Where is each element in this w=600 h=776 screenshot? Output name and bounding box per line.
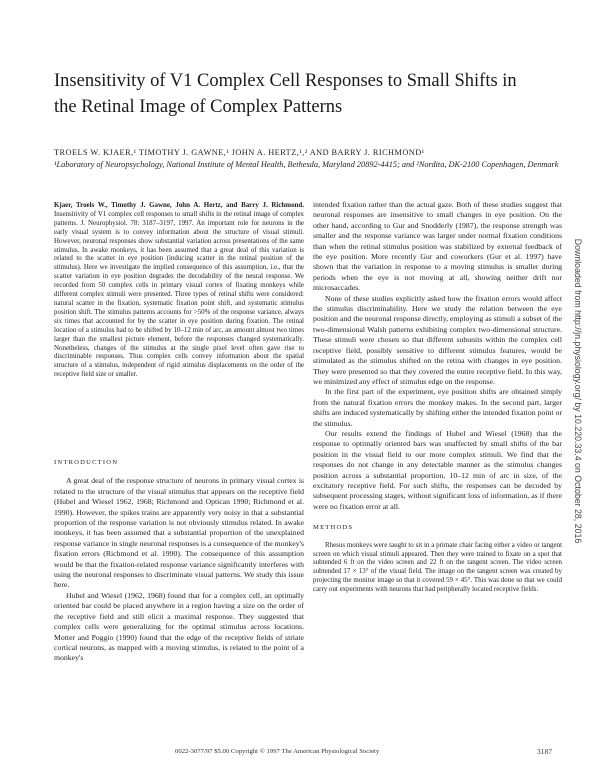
intro-paragraph-1: A great deal of the response structure of neurons in primary visual cortex is related to the structure of the visual stimulus that appears on the receptive field (Hubel and Wiesel 1962, 1968; Richmond and Optican 1990; Richmond et al. 1990). However, the spikes trains are apparently very noisy in that a substantial proportion of the response variation is not obviously stimulus related. In awake monkeys, it has been assumed that a substantial proportion of the unexplained response variance in single neuronal responses is a consequence of the monkey's fixation errors (Richmond et al. 1990). The consequence of this assumption would be that the fixation-related response variance significantly interferes with using the neuronal responses to discriminate visual patterns. We study this issue here. — [54, 476, 304, 590]
intro-paragraph-2: Hubel and Wiesel (1962, 1968) found that for a complex cell, an optimally oriented bar could be placed anywhere in a region having a size on the order of the receptive field and still elicit a maximal response. They suggested that complex cells were generalizing for the optimal stimulus across locations. Motter and Poggio (1990) found that the edge of the receptive fields of striate cortical neurons, as mapped with a moving stimulus, is related to the point of a monkey's — [54, 590, 304, 663]
download-watermark-text: Downloaded from http://jn.physiology.org/ by 10.220.33.4 on October 28, 2016 — [573, 238, 583, 544]
introduction-section — [54, 458, 304, 664]
download-watermark — [571, 200, 585, 582]
author-list: TROELS W. KJAER,¹ TIMOTHY J. GAWNE,¹ JOHN A. HERTZ,¹,² AND BARRY J. RICHMOND¹ — [54, 148, 425, 157]
right-column — [313, 200, 562, 594]
methods-paragraph: Rhesus monkeys were taught to sit in a primate chair facing either a video or tangent screen on which visual stimuli appeared. Then they were trained to fixate on a spot that subtended 6 ft on the video screen and 22 ft on the tangent screen. The video screen subtended 17 × 13° of the visual field. The image on the tangent screen was created by projecting the monitor image so that it covered 59 × 45°. This was done so that we could carry out experiments with neurons that had peripherally located receptive fields. — [313, 540, 562, 594]
page-number: 3187 — [537, 747, 552, 756]
right-paragraph-3: In the first part of the experiment, eye position shifts are obtained simply from the natural fixation errors the monkey makes. In the second part, larger shifts are induced systematically by shifting either the intended fixation point or the stimulus. — [313, 387, 562, 428]
right-paragraph-1: intended fixation rather than the actual gaze. Both of these studies suggest that neuronal responses are insensitive to small changes in eye position. On the other hand, according to Gur and Snodderly (1987), the response strength was smaller and the response variance was larger under normal fixation conditions than when the retinal stimulus position was stabilized by external feedback of the eye position. More recently Gur and coworkers (Gur et al. 1997) have shown that the variation in response to a moving stimulus is smaller during periods when the eye is not moving at all, showing neither drift nor microsaccades. — [313, 200, 562, 293]
methods-heading: METHODS — [313, 524, 354, 532]
abstract — [54, 201, 304, 379]
affiliation: ¹Laboratory of Neuropsychology, National Institute of Mental Health, Bethesda, Maryland 20892-4415; and ²Nordita, DK-2100 Copenhagen, Denmark — [54, 160, 559, 169]
paper-title: Insensitivity of V1 Complex Cell Responses to Small Shifts in the Retinal Image of Complex Patterns — [54, 71, 517, 117]
copyright-footer: 0022-3077/97 $5.00 Copyright © 1997 The American Physiological Society — [175, 748, 380, 755]
right-paragraph-2: None of these studies explicitly asked how the fixation errors would affect the stimulus discriminability. Here we study the relation between the eye position and the neuronal response directly, employing as stimuli a subset of the two-dimensional Walsh patterns exhibiting complex two-dimensional structure. These stimuli were chosen so that different subunits within the complex cell receptive field, possibly sensitive to different stimulus features, would be stimulated as the stimulus shifted on the retina with changes in eye position. They were presented so that they covered the entire receptive field. In this way, we minimized any effect of stimulus edge on the response. — [313, 293, 562, 386]
introduction-heading: INTRODUCTION — [54, 459, 119, 466]
right-paragraph-4: Our results extend the findings of Hubel and Wiesel (1968) that the response to optimally oriented bars was unaffected by small shifts of the bar position in the visual field to our more complex stimuli. We find that the responses do not change in any detectable manner as the stimulus changes position across a substantial proportion, 10–12 min of arc in size, of the excitatory receptive field. For such shifts, the responses can be decoded by subsequent processing stages, without significant loss of information, as if there were no fixation error at all. — [313, 428, 562, 511]
abstract-body: Insensitivity of V1 complex cell responses to small shifts in the retinal image of complex patterns. J. Neurophysiol. 78: 3187–3197, 1997. An important role for neurons in the early visual system is to convey information about the structure of visual stimuli. However, neuronal responses show substantial variation across presentations of the same stimulus. In awake monkeys, it has been assumed that a great deal of this variation is related to the scatter in eye position (inducing scatter in the retinal position of the stimulus). Here we investigate the implied consequence of this assumption, i.e., that the scatter variation in eye position degrades the decodability of the neural response. We recorded from 50 complex cells in primary visual cortex of fixating monkeys while different complex stimuli were presented. Three types of retinal shifts were considered: natural scatter in the fixation, systematic fixation point shift, and systematic stimulus position shift. The stimulus patterns accounts for >50% of the response variance, always six times that accounted for by the scatter in eye position during fixation. The retinal location of a stimulus had to be shifted by 10–12 min of arc, an amount almost two times larger than the smallest picture element, before the responses changed systematically. Nonetheless, changes of the stimulus at the single pixel level often gave rise to discriminable responses. Thus complex cells convey information about the spatial structure of a stimulus, independent of rigid stimulus displacements on the order of the receptive field size or smaller. — [54, 209, 304, 379]
abstract-lead: Kjaer, Troels W., Timothy J. Gawne, John A. Hertz, and Barry J. Richmond. — [54, 201, 304, 209]
